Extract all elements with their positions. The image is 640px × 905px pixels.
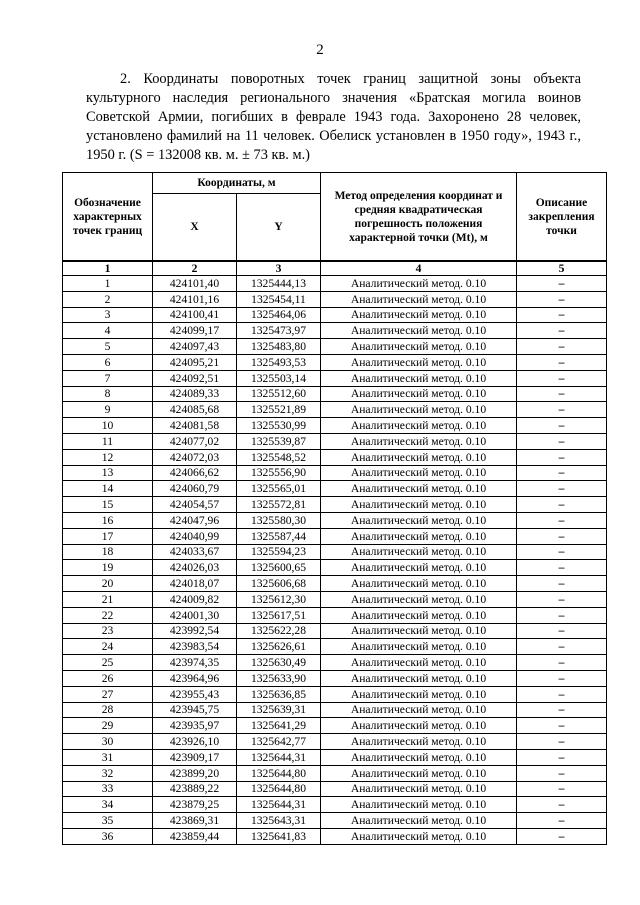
point-id-cell: 21 (63, 591, 153, 607)
x-coordinate-cell: 423945,75 (153, 702, 237, 718)
table-row (63, 465, 607, 481)
point-id-cell: 33 (63, 781, 153, 797)
table-row (63, 497, 607, 513)
method-cell: Аналитический метод. 0.10 (321, 465, 517, 481)
method-cell: Аналитический метод. 0.10 (321, 528, 517, 544)
x-coordinate-cell: 424047,96 (153, 512, 237, 528)
header-fixing-description: Описание закрепления точки (517, 173, 607, 262)
y-coordinate-cell: 1325530,99 (237, 418, 321, 434)
fixing-description-cell: – (517, 544, 607, 560)
x-coordinate-cell: 424101,16 (153, 291, 237, 307)
y-coordinate-cell: 1325636,85 (237, 686, 321, 702)
fixing-description-cell: – (517, 749, 607, 765)
y-coordinate-cell: 1325644,31 (237, 749, 321, 765)
table-row (63, 639, 607, 655)
fixing-description-cell: – (517, 497, 607, 513)
x-coordinate-cell: 423983,54 (153, 639, 237, 655)
method-cell: Аналитический метод. 0.10 (321, 291, 517, 307)
table-row (63, 544, 607, 560)
fixing-description-cell: – (517, 670, 607, 686)
fixing-description-cell: – (517, 591, 607, 607)
fixing-description-cell: – (517, 702, 607, 718)
x-coordinate-cell: 423859,44 (153, 828, 237, 844)
y-coordinate-cell: 1325444,13 (237, 276, 321, 292)
y-coordinate-cell: 1325594,23 (237, 544, 321, 560)
x-coordinate-cell: 424081,58 (153, 418, 237, 434)
point-id-cell: 28 (63, 702, 153, 718)
point-id-cell: 11 (63, 433, 153, 449)
y-coordinate-cell: 1325521,89 (237, 402, 321, 418)
point-id-cell: 2 (63, 291, 153, 307)
y-coordinate-cell: 1325565,01 (237, 481, 321, 497)
y-coordinate-cell: 1325630,49 (237, 655, 321, 671)
table-row (63, 655, 607, 671)
table-row (63, 828, 607, 844)
method-cell: Аналитический метод. 0.10 (321, 749, 517, 765)
method-cell: Аналитический метод. 0.10 (321, 433, 517, 449)
point-id-cell: 25 (63, 655, 153, 671)
y-coordinate-cell: 1325644,31 (237, 797, 321, 813)
header-x: X (153, 194, 237, 262)
column-number: 4 (321, 261, 517, 276)
coordinates-table (62, 172, 607, 845)
fixing-description-cell: – (517, 339, 607, 355)
y-coordinate-cell: 1325622,28 (237, 623, 321, 639)
method-cell: Аналитический метод. 0.10 (321, 544, 517, 560)
point-id-cell: 10 (63, 418, 153, 434)
fixing-description-cell: – (517, 481, 607, 497)
point-id-cell: 31 (63, 749, 153, 765)
y-coordinate-cell: 1325503,14 (237, 370, 321, 386)
fixing-description-cell: – (517, 433, 607, 449)
method-cell: Аналитический метод. 0.10 (321, 734, 517, 750)
method-cell: Аналитический метод. 0.10 (321, 276, 517, 292)
y-coordinate-cell: 1325612,30 (237, 591, 321, 607)
fixing-description-cell: – (517, 418, 607, 434)
table-row (63, 686, 607, 702)
point-id-cell: 8 (63, 386, 153, 402)
table-row (63, 370, 607, 386)
x-coordinate-cell: 423974,35 (153, 655, 237, 671)
fixing-description-cell: – (517, 797, 607, 813)
fixing-description-cell: – (517, 607, 607, 623)
x-coordinate-cell: 424009,82 (153, 591, 237, 607)
point-id-cell: 32 (63, 765, 153, 781)
point-id-cell: 16 (63, 512, 153, 528)
fixing-description-cell: – (517, 386, 607, 402)
method-cell: Аналитический метод. 0.10 (321, 797, 517, 813)
fixing-description-cell: – (517, 718, 607, 734)
x-coordinate-cell: 423869,31 (153, 813, 237, 829)
table-row (63, 765, 607, 781)
y-coordinate-cell: 1325643,31 (237, 813, 321, 829)
y-coordinate-cell: 1325512,60 (237, 386, 321, 402)
table-row (63, 323, 607, 339)
y-coordinate-cell: 1325548,52 (237, 449, 321, 465)
table-row (63, 718, 607, 734)
x-coordinate-cell: 424097,43 (153, 339, 237, 355)
table-row (63, 607, 607, 623)
y-coordinate-cell: 1325493,53 (237, 354, 321, 370)
method-cell: Аналитический метод. 0.10 (321, 497, 517, 513)
x-coordinate-cell: 424026,03 (153, 560, 237, 576)
point-id-cell: 14 (63, 481, 153, 497)
table-row (63, 402, 607, 418)
method-cell: Аналитический метод. 0.10 (321, 828, 517, 844)
x-coordinate-cell: 423964,96 (153, 670, 237, 686)
method-cell: Аналитический метод. 0.10 (321, 402, 517, 418)
y-coordinate-cell: 1325556,90 (237, 465, 321, 481)
x-coordinate-cell: 423889,22 (153, 781, 237, 797)
x-coordinate-cell: 424001,30 (153, 607, 237, 623)
x-coordinate-cell: 424085,68 (153, 402, 237, 418)
x-coordinate-cell: 424089,33 (153, 386, 237, 402)
method-cell: Аналитический метод. 0.10 (321, 670, 517, 686)
point-id-cell: 30 (63, 734, 153, 750)
table-row (63, 418, 607, 434)
table-row (63, 307, 607, 323)
fixing-description-cell: – (517, 307, 607, 323)
y-coordinate-cell: 1325473,97 (237, 323, 321, 339)
point-id-cell: 15 (63, 497, 153, 513)
column-number: 3 (237, 261, 321, 276)
x-coordinate-cell: 423955,43 (153, 686, 237, 702)
fixing-description-cell: – (517, 686, 607, 702)
fixing-description-cell: – (517, 560, 607, 576)
x-coordinate-cell: 423909,17 (153, 749, 237, 765)
x-coordinate-cell: 424077,02 (153, 433, 237, 449)
y-coordinate-cell: 1325464,06 (237, 307, 321, 323)
point-id-cell: 29 (63, 718, 153, 734)
column-number: 5 (517, 261, 607, 276)
table-row (63, 781, 607, 797)
point-id-cell: 27 (63, 686, 153, 702)
page-number: 2 (316, 42, 324, 58)
table-row (63, 481, 607, 497)
fixing-description-cell: – (517, 465, 607, 481)
method-cell: Аналитический метод. 0.10 (321, 702, 517, 718)
point-id-cell: 18 (63, 544, 153, 560)
column-number: 2 (153, 261, 237, 276)
method-cell: Аналитический метод. 0.10 (321, 339, 517, 355)
point-id-cell: 13 (63, 465, 153, 481)
table-row (63, 749, 607, 765)
y-coordinate-cell: 1325642,77 (237, 734, 321, 750)
point-id-cell: 26 (63, 670, 153, 686)
method-cell: Аналитический метод. 0.10 (321, 639, 517, 655)
fixing-description-cell: – (517, 734, 607, 750)
table-row (63, 576, 607, 592)
table-row (63, 339, 607, 355)
x-coordinate-cell: 423879,25 (153, 797, 237, 813)
point-id-cell: 4 (63, 323, 153, 339)
y-coordinate-cell: 1325587,44 (237, 528, 321, 544)
x-coordinate-cell: 424054,57 (153, 497, 237, 513)
point-id-cell: 19 (63, 560, 153, 576)
x-coordinate-cell: 423899,20 (153, 765, 237, 781)
table-row (63, 670, 607, 686)
point-id-cell: 1 (63, 276, 153, 292)
table-row (63, 276, 607, 292)
table-row (63, 797, 607, 813)
fixing-description-cell: – (517, 623, 607, 639)
header-method: Метод определения координат и средняя квадратическая погрешность положения характерной точки (Mt), м (321, 173, 517, 262)
fixing-description-cell: – (517, 781, 607, 797)
x-coordinate-cell: 424066,62 (153, 465, 237, 481)
x-coordinate-cell: 424033,67 (153, 544, 237, 560)
method-cell: Аналитический метод. 0.10 (321, 623, 517, 639)
method-cell: Аналитический метод. 0.10 (321, 418, 517, 434)
fixing-description-cell: – (517, 291, 607, 307)
x-coordinate-cell: 423935,97 (153, 718, 237, 734)
fixing-description-cell: – (517, 370, 607, 386)
method-cell: Аналитический метод. 0.10 (321, 323, 517, 339)
fixing-description-cell: – (517, 528, 607, 544)
table-row (63, 291, 607, 307)
point-id-cell: 3 (63, 307, 153, 323)
x-coordinate-cell: 423992,54 (153, 623, 237, 639)
point-id-cell: 20 (63, 576, 153, 592)
table-row (63, 386, 607, 402)
x-coordinate-cell: 424092,51 (153, 370, 237, 386)
y-coordinate-cell: 1325644,80 (237, 781, 321, 797)
fixing-description-cell: – (517, 512, 607, 528)
point-id-cell: 17 (63, 528, 153, 544)
x-coordinate-cell: 424099,17 (153, 323, 237, 339)
x-coordinate-cell: 424101,40 (153, 276, 237, 292)
method-cell: Аналитический метод. 0.10 (321, 718, 517, 734)
y-coordinate-cell: 1325626,61 (237, 639, 321, 655)
point-id-cell: 7 (63, 370, 153, 386)
fixing-description-cell: – (517, 323, 607, 339)
intro-paragraph: 2. Координаты поворотных точек границ защитной зоны объекта культурного наследия регионального значения «Братская могила воинов Советской Армии, погибших в феврале 1943 года. Захоронено 28 человек, установлено фамилий на 11 человек. Обелиск установлен в 1950 году», 1943 г., 1950 г. (S = 132008 кв. м. ± 73 кв. м.) (86, 71, 581, 163)
fixing-description-cell: – (517, 402, 607, 418)
header-coordinates: Координаты, м (153, 173, 321, 194)
method-cell: Аналитический метод. 0.10 (321, 560, 517, 576)
fixing-description-cell: – (517, 813, 607, 829)
fixing-description-cell: – (517, 828, 607, 844)
y-coordinate-cell: 1325633,90 (237, 670, 321, 686)
table-row (63, 354, 607, 370)
method-cell: Аналитический метод. 0.10 (321, 512, 517, 528)
table-row (63, 623, 607, 639)
fixing-description-cell: – (517, 639, 607, 655)
y-coordinate-cell: 1325454,11 (237, 291, 321, 307)
table-row (63, 734, 607, 750)
table-row (63, 813, 607, 829)
y-coordinate-cell: 1325600,65 (237, 560, 321, 576)
fixing-description-cell: – (517, 276, 607, 292)
method-cell: Аналитический метод. 0.10 (321, 481, 517, 497)
fixing-description-cell: – (517, 576, 607, 592)
fixing-description-cell: – (517, 449, 607, 465)
method-cell: Аналитический метод. 0.10 (321, 781, 517, 797)
method-cell: Аналитический метод. 0.10 (321, 370, 517, 386)
table-body (63, 276, 607, 845)
header-point-designation: Обозначение характерных точек границ (63, 173, 153, 262)
point-id-cell: 24 (63, 639, 153, 655)
point-id-cell: 6 (63, 354, 153, 370)
point-id-cell: 9 (63, 402, 153, 418)
table-row (63, 702, 607, 718)
method-cell: Аналитический метод. 0.10 (321, 354, 517, 370)
point-id-cell: 36 (63, 828, 153, 844)
y-coordinate-cell: 1325539,87 (237, 433, 321, 449)
x-coordinate-cell: 424018,07 (153, 576, 237, 592)
y-coordinate-cell: 1325606,68 (237, 576, 321, 592)
x-coordinate-cell: 423926,10 (153, 734, 237, 750)
fixing-description-cell: – (517, 765, 607, 781)
table-row (63, 528, 607, 544)
point-id-cell: 35 (63, 813, 153, 829)
table-row (63, 560, 607, 576)
y-coordinate-cell: 1325580,30 (237, 512, 321, 528)
point-id-cell: 5 (63, 339, 153, 355)
y-coordinate-cell: 1325641,29 (237, 718, 321, 734)
method-cell: Аналитический метод. 0.10 (321, 576, 517, 592)
y-coordinate-cell: 1325572,81 (237, 497, 321, 513)
method-cell: Аналитический метод. 0.10 (321, 449, 517, 465)
fixing-description-cell: – (517, 354, 607, 370)
method-cell: Аналитический метод. 0.10 (321, 386, 517, 402)
y-coordinate-cell: 1325639,31 (237, 702, 321, 718)
x-coordinate-cell: 424100,41 (153, 307, 237, 323)
method-cell: Аналитический метод. 0.10 (321, 591, 517, 607)
y-coordinate-cell: 1325617,51 (237, 607, 321, 623)
method-cell: Аналитический метод. 0.10 (321, 813, 517, 829)
table-row (63, 449, 607, 465)
method-cell: Аналитический метод. 0.10 (321, 655, 517, 671)
header-y: Y (237, 194, 321, 262)
point-id-cell: 12 (63, 449, 153, 465)
x-coordinate-cell: 424040,99 (153, 528, 237, 544)
column-number: 1 (63, 261, 153, 276)
point-id-cell: 23 (63, 623, 153, 639)
x-coordinate-cell: 424072,03 (153, 449, 237, 465)
table-row (63, 512, 607, 528)
table-row (63, 433, 607, 449)
method-cell: Аналитический метод. 0.10 (321, 765, 517, 781)
table-row (63, 591, 607, 607)
y-coordinate-cell: 1325483,80 (237, 339, 321, 355)
point-id-cell: 34 (63, 797, 153, 813)
method-cell: Аналитический метод. 0.10 (321, 686, 517, 702)
fixing-description-cell: – (517, 655, 607, 671)
y-coordinate-cell: 1325641,83 (237, 828, 321, 844)
x-coordinate-cell: 424095,21 (153, 354, 237, 370)
method-cell: Аналитический метод. 0.10 (321, 307, 517, 323)
x-coordinate-cell: 424060,79 (153, 481, 237, 497)
method-cell: Аналитический метод. 0.10 (321, 607, 517, 623)
y-coordinate-cell: 1325644,80 (237, 765, 321, 781)
point-id-cell: 22 (63, 607, 153, 623)
